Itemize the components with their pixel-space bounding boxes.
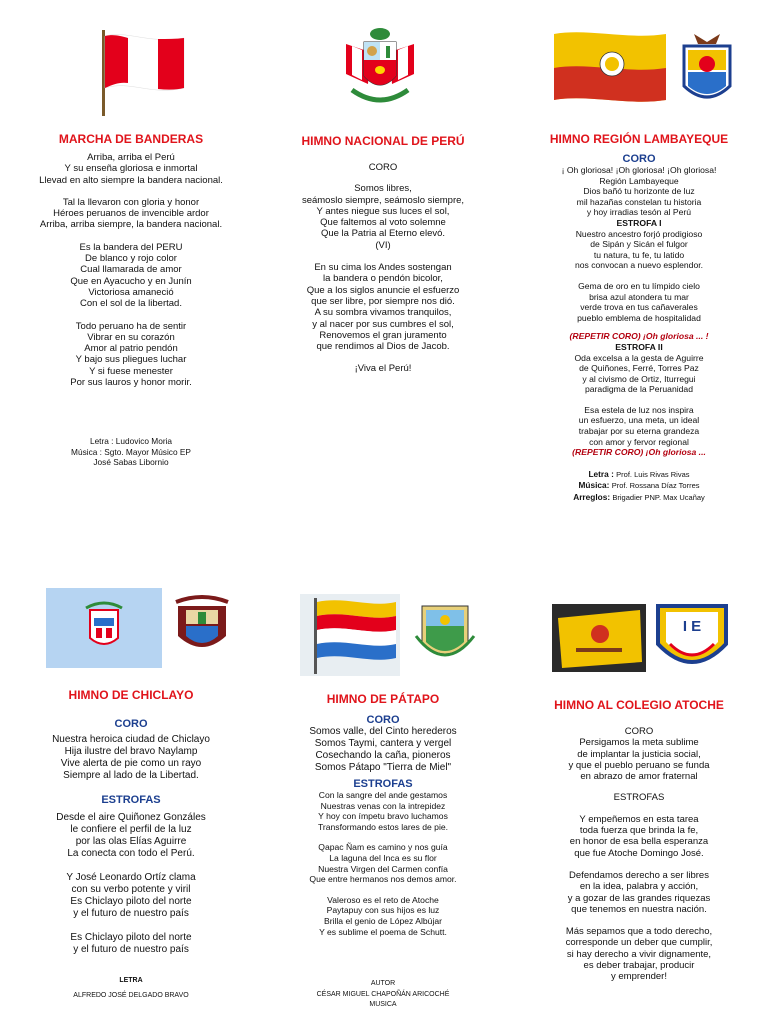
- lyric-line: seámoslo siempre, seámoslo siempre,: [301, 194, 465, 206]
- lyrics: [6, 152, 256, 388]
- lyric-line: de implantar la justicia social,: [577, 748, 701, 760]
- lyric-line: y a gozar de las grandes riquezas: [567, 892, 711, 904]
- lyrics: [258, 183, 508, 374]
- lyric-line: Gema de oro en tu límpido cielo: [578, 280, 700, 291]
- lyric-line: Y José Leonardo Ortíz clama: [66, 872, 196, 883]
- lyric-line: y emprender!: [611, 971, 667, 983]
- lyric-line: que rendimos al Dios de Jacob.: [316, 341, 450, 353]
- lyric-line: Cosechando la caña, pioneros: [315, 750, 451, 761]
- credit-value: Prof. Rossana Díaz Torres: [611, 481, 700, 491]
- credits: [514, 469, 764, 504]
- credit-label: Letra :: [588, 468, 617, 479]
- lyric-line: Que la Patria al Eterno elevó.: [320, 228, 446, 240]
- lyric-line: con su verbo potente y viril: [71, 884, 191, 895]
- coro-lines: [6, 734, 256, 782]
- lyric-line: Todo peruano ha de sentir: [75, 320, 187, 332]
- chiclayo-shield-image: [172, 592, 232, 660]
- lyrics: [258, 790, 508, 937]
- lyric-line: Y bajo sus pliegues luchar: [75, 354, 187, 366]
- lyric-line: Somos Pátapo "Tierra de Miel": [314, 762, 452, 773]
- credit-line: José Sabas Libornio: [93, 457, 169, 468]
- peru-flag-image: [92, 26, 192, 118]
- estrofa-2-label: ESTROFA II: [615, 341, 663, 352]
- lyric-line: Nuestra Virgen del Carmen confía: [318, 863, 448, 874]
- lyric-line: Tal la llevaron con gloria y honor: [62, 196, 200, 208]
- lyric-line: Siempre al lado de la Libertad.: [63, 770, 199, 781]
- lyric-line: en la idea, palabra y acción,: [579, 881, 699, 893]
- lyric-line: De blanco y rojo color: [85, 253, 177, 265]
- lyric-line: (VI): [375, 239, 391, 251]
- coro-label: CORO: [624, 726, 654, 737]
- lyric-line: Y su enseña gloriosa e inmortal: [64, 163, 198, 175]
- lyric-line: corresponde un deber que cumplir,: [565, 937, 713, 949]
- lyric-line: verde trova en tus cañaverales: [580, 302, 698, 313]
- credit-line: [514, 480, 764, 492]
- lyric-line: y hoy irradias tesón al Perú: [586, 207, 692, 218]
- coro-label: CORO: [368, 162, 398, 173]
- lyric-line: que fue Atoche Domingo José.: [574, 847, 704, 859]
- lyric-line: ¡ Oh gloriosa! ¡Oh gloriosa! ¡Oh gloriosa!: [561, 165, 717, 175]
- lyric-line: Y es sublime el poema de Schutt.: [319, 926, 447, 937]
- lyric-line: Nuestra heroica ciudad de Chiclayo: [52, 734, 210, 745]
- panel-himno-atoche: [514, 698, 764, 983]
- estrofa-1-lyrics: [514, 229, 764, 324]
- atoche-logo-text: I E: [682, 618, 702, 635]
- coro-label: CORO: [366, 714, 400, 726]
- lyric-line: Qapac Ñam es camino y nos guía: [318, 842, 448, 853]
- lyric-line: Es la bandera del PERU: [79, 241, 183, 253]
- lyric-line: Hija ilustre del bravo Naylamp: [64, 746, 198, 757]
- lyric-line: Oda excelsa a la gesta de Aguirre: [574, 352, 704, 363]
- lyric-line: Desde el aire Quiñonez Gonzáles: [56, 812, 206, 823]
- lyric-line: y al civismo de Ortiz, Iturregui: [582, 373, 696, 384]
- lyric-line: pueblo emblema de hospitalidad: [577, 312, 701, 323]
- lyric-line: paradigma de la Peruanidad: [585, 384, 693, 395]
- coro-label: CORO: [622, 153, 656, 165]
- lyric-line: toda fuerza que brinda la fe,: [579, 825, 699, 837]
- lyric-line: Defendamos derecho a ser libres: [569, 869, 709, 881]
- patapo-shield-image: [414, 596, 476, 668]
- lyric-line: A su sombra vivamos tranquilos,: [314, 307, 452, 319]
- estrofas-label: ESTROFAS: [101, 794, 161, 806]
- credit-line: Música : Sgto. Mayor Músico EP: [71, 446, 191, 457]
- lyric-line: Que a los siglos anuncie el esfuerzo: [306, 284, 460, 296]
- lyric-line: Somos Taymi, cantera y vergel: [314, 738, 452, 749]
- panel-himno-chiclayo: [6, 688, 256, 1001]
- coro-lines: [514, 737, 764, 782]
- panel-title: HIMNO DE PÁTAPO: [326, 692, 440, 706]
- lyric-line: Más sepamos que a todo derecho,: [565, 926, 713, 938]
- lyric-line: y el futuro de nuestro país: [73, 944, 189, 955]
- lyrics: [514, 814, 764, 983]
- lyric-line: La laguna del Inca es su flor: [329, 852, 437, 863]
- panel-marcha-de-banderas: [6, 132, 256, 468]
- estrofa-1-label: ESTROFA I: [616, 217, 662, 228]
- lyric-line: Nuestro ancestro forjó prodigioso: [575, 228, 703, 239]
- panel-title: HIMNO DE CHICLAYO: [68, 688, 194, 702]
- lambayeque-shield-image: [676, 30, 738, 112]
- lyric-line: le confiere el perfil de la luz: [70, 824, 192, 835]
- lyric-line: Renovemos el gran juramento: [319, 329, 447, 341]
- credit-line: MUSICA: [369, 1001, 397, 1009]
- lyric-line: Héroes peruanos de invencible ardor: [53, 208, 209, 220]
- peru-coat-of-arms-image: [340, 24, 420, 114]
- lyric-line: un esfuerzo, una meta, un ideal: [578, 415, 700, 426]
- lyrics: [6, 812, 256, 956]
- credit-label: Música:: [578, 480, 612, 491]
- lyric-line: y el futuro de nuestro país: [73, 908, 189, 919]
- panel-title: HIMNO AL COLEGIO ATOCHE: [554, 698, 724, 712]
- letra-name: ALFREDO JOSÉ DELGADO BRAVO: [73, 991, 189, 999]
- panel-title: HIMNO NACIONAL DE PERÚ: [301, 134, 465, 148]
- lyric-line: En su cima los Andes sostengan: [314, 262, 452, 274]
- lyric-line: tu natura, tu fe, tu latido: [593, 249, 685, 260]
- lyric-line: Por sus lauros y honor morir.: [70, 377, 192, 389]
- lyric-line: brisa azul atondera tu mar: [589, 291, 689, 302]
- lyric-line: La conecta con todo el Perú.: [67, 848, 195, 859]
- lyric-line: Y hoy con ímpetu bravo luchamos: [318, 811, 448, 822]
- coro-lines: [258, 726, 508, 774]
- panel-title: HIMNO REGIÓN LAMBAYEQUE: [549, 132, 729, 146]
- lyric-line: y al nacer por sus cumbres el sol,: [312, 318, 454, 330]
- lyric-line: Victoriosa amaneció: [88, 286, 174, 298]
- lyric-line: Dios bañó tu horizonte de luz: [583, 186, 695, 197]
- lyric-line: Y empeñemos en esta tarea: [579, 813, 699, 825]
- lyric-line: Que entre hermanos nos demos amor.: [309, 874, 457, 885]
- lyric-line: Con la sangre del ande gestamos: [318, 790, 448, 800]
- lyric-line: es deber trabajar, producir: [583, 960, 695, 972]
- panel-title: MARCHA DE BANDERAS: [58, 132, 204, 146]
- lyric-line: Persigamos la meta sublime: [579, 737, 699, 749]
- lyric-line: Que en Ayacucho y en Junín: [70, 275, 192, 287]
- lyric-line: Es Chiclayo piloto del norte: [70, 932, 192, 943]
- lyric-line: Esa estela de luz nos inspira: [584, 404, 694, 415]
- lyric-line: Vibrar en su corazón: [87, 331, 175, 343]
- estrofas-label: ESTROFAS: [353, 778, 413, 790]
- lyric-line: Amor al patrio pendón: [84, 343, 178, 355]
- lyric-line: Con el sol de la libertad.: [80, 298, 182, 310]
- credit-line: AUTOR: [370, 980, 396, 988]
- lyric-line: que ser libre, por siempre nos dió.: [311, 295, 455, 307]
- lyric-line: Transformando estos lares de pie.: [317, 821, 449, 832]
- patapo-flag-image: [300, 594, 400, 676]
- lambayeque-flag-image: [548, 30, 670, 106]
- lyric-line: Brilla el genio de López Albújar: [323, 915, 442, 926]
- letra-label: LETRA: [119, 977, 143, 984]
- lyric-line: Vive alerta de pie como un rayo: [60, 758, 202, 769]
- lyric-line: en honor de esa bella esperanza: [569, 836, 709, 848]
- atoche-banner-photo: [552, 604, 646, 672]
- lyric-line: trabajar por su eterna grandeza: [578, 426, 700, 437]
- credit-label: Arreglos:: [573, 491, 613, 502]
- lyric-line: Es Chiclayo piloto del norte: [70, 896, 192, 907]
- lyric-line: Valeroso es el reto de Atoche: [327, 894, 439, 905]
- lyric-line: si hay derecho a vivir dignamente,: [566, 948, 712, 960]
- lyric-line: Región Lambayeque: [599, 175, 679, 186]
- coro-label: CORO: [114, 718, 148, 730]
- lyric-line: en abrazo de amor fraternal: [580, 771, 698, 783]
- estrofas-label: ESTROFAS: [613, 792, 665, 804]
- repeat-coro-2: (REPETIR CORO) ¡Oh gloriosa ...: [572, 447, 706, 458]
- lyric-line: Cual llamarada de amor: [80, 264, 182, 276]
- lyric-line: Nuestras venas con la intrepidez: [320, 800, 446, 811]
- lyric-line: Somos libres,: [354, 183, 412, 195]
- coro-lines: [514, 165, 764, 218]
- lyric-line: Arriba, arriba siempre, la bandera nacional.: [39, 219, 223, 231]
- panel-himno-nacional: [258, 134, 508, 375]
- lyric-line: de Quiñones, Ferré, Torres Paz: [579, 363, 699, 374]
- lyric-line: Y antes niegue sus luces el sol,: [316, 205, 450, 217]
- lyric-line: ¡Viva el Perú!: [354, 363, 412, 375]
- credit-line: [514, 492, 764, 504]
- repeat-coro-1: (REPETIR CORO) ¡Oh gloriosa ... !: [569, 331, 709, 342]
- lyric-line: y que el pueblo peruano se funda: [568, 759, 710, 771]
- credit-line: CÉSAR MIGUEL CHAPOÑÁN ARICOCHÉ: [316, 990, 450, 998]
- lyric-line: Somos valle, del Cinto herederos: [309, 726, 457, 737]
- estrofa-2-lyrics: [514, 353, 764, 448]
- lyric-line: Que faltemos al voto solemne: [320, 217, 446, 229]
- lyric-line: la bandera o pendón bicolor,: [323, 273, 443, 285]
- lyric-line: de Sipán y Sicán el fulgor: [590, 239, 688, 250]
- lyric-line: con amor y fervor regional: [589, 436, 689, 447]
- lyric-line: Paytapuy con sus hijos es luz: [326, 905, 440, 916]
- credit-value: Brigadier PNP. Max Ucañay: [612, 492, 705, 502]
- lyric-line: Llevad en alto siempre la bandera nacional.: [39, 174, 223, 186]
- panel-himno-patapo: [258, 692, 508, 1011]
- lyric-line: que tenemos en nuestra nación.: [571, 903, 707, 915]
- lyric-line: Arriba, arriba el Perú: [87, 152, 175, 163]
- credit-line: [514, 469, 764, 481]
- atoche-shield-logo: [652, 600, 732, 678]
- credits: [258, 979, 508, 1011]
- panel-himno-lambayeque: [514, 132, 764, 503]
- lyric-line: nos convocan a nuevo esplendor.: [574, 260, 704, 271]
- lyric-line: por las olas Elías Aguirre: [75, 836, 187, 847]
- credit-line: Letra : Ludovico Moria: [89, 436, 173, 447]
- credit-value: Prof. Luis Rivas Rivas: [616, 469, 690, 479]
- chiclayo-flag-image: [46, 588, 162, 668]
- lyric-line: Y si fuese menester: [89, 365, 173, 377]
- lyric-line: mil hazañas constelan tu historia: [576, 196, 702, 207]
- credits: [6, 436, 256, 468]
